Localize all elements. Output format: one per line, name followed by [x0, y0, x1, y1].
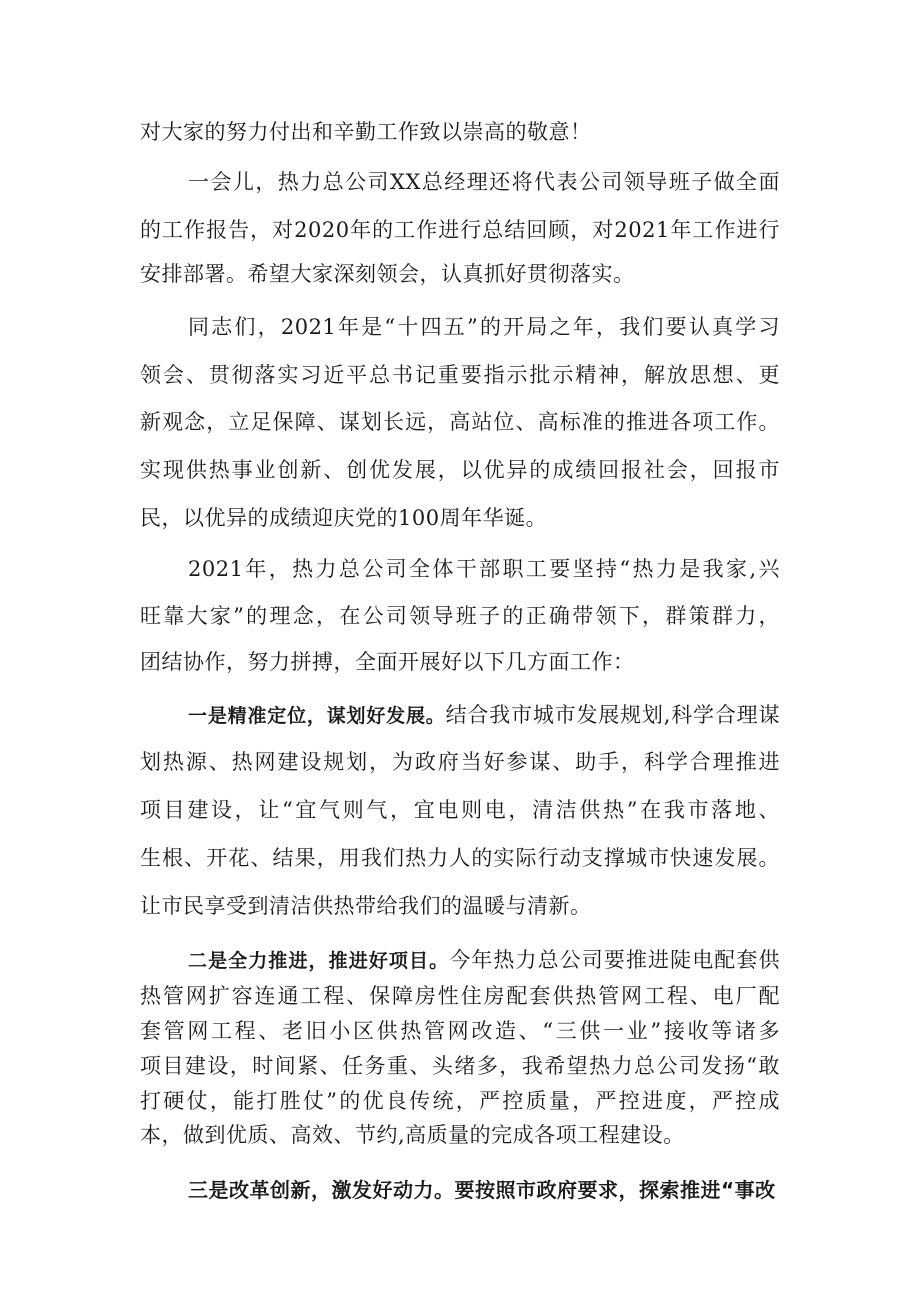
paragraph-line: 领会、贯彻落实习近平总书记重要指示批示精神，解放思想、更	[140, 363, 780, 387]
paragraph-line: 让市民享受到清洁供热带给我们的温暖与清新。	[140, 894, 592, 918]
section-heading: 三是改革创新，激发好动力。要按照市政府要求，探索推进“事改	[188, 1178, 776, 1202]
paragraph-line: 旺靠大家”的理念，在公司领导班子的正确带领下，群策群力，	[140, 604, 780, 628]
section-heading: 一是精准定位，谋划好发展。	[188, 705, 446, 727]
paragraph-line: 项目建设，让“宜气则气，宜电则电，清洁供热”在我市落地、	[140, 798, 780, 822]
paragraph-text: 今年热力总公司要推进陡电配套供	[449, 948, 780, 972]
paragraph-line: 一会儿，热力总公司XX总经理还将代表公司领导班子做全面	[188, 170, 780, 194]
paragraph-first-line	[188, 701, 780, 730]
section-heading: 二是全力推进，推进好项目。	[188, 950, 450, 972]
paragraph-line: 实现供热事业创新、创优发展，以优异的成绩回报社会，回报市	[140, 458, 780, 482]
paragraph-line: 热管网扩容连通工程、保障房性住房配套供热管网工程、电厂配	[140, 984, 780, 1008]
paragraph-text: 结合我市城市发展规划,科学合理谋	[445, 703, 780, 727]
paragraph-line: 项目建设，时间紧、任务重、头绪多，我希望热力总公司发扬“敢	[140, 1054, 780, 1078]
paragraph-line: 2021年，热力总公司全体干部职工要坚持“热力是我家,兴	[188, 557, 780, 581]
paragraph-line: 新观念，立足保障、谋划长远，高站位、高标准的推进各项工作。	[140, 410, 780, 434]
paragraph-line: 的工作报告，对2020年的工作进行总结回顾，对2021年工作进行	[140, 218, 780, 242]
paragraph-line: 本，做到优质、高效、节约,高质量的完成各项工程建设。	[140, 1123, 685, 1147]
paragraph-line: 对大家的努力付出和辛勤工作致以崇高的敬意！	[140, 120, 592, 144]
paragraph-line: 划热源、热网建设规划，为政府当好参谋、助手，科学合理推进	[140, 750, 780, 774]
paragraph-line: 同志们，2021年是“十四五”的开局之年，我们要认真学习	[188, 315, 780, 339]
paragraph-line: 民，以优异的成绩迎庆党的100周年华诞。	[140, 506, 548, 530]
paragraph-line: 团结协作，努力拼搏，全面开展好以下几方面工作：	[140, 650, 635, 674]
paragraph-line: 安排部署。希望大家深刻领会，认真抓好贯彻落实。	[140, 262, 635, 286]
paragraph-first-line	[188, 947, 780, 974]
paragraph-line: 套管网工程、老旧小区供热管网改造、“三供一业”接收等诸多	[140, 1019, 780, 1043]
paragraph-line: 生根、开花、结果，用我们热力人的实际行动支撑城市快速发展。	[140, 846, 780, 870]
paragraph-line: 打硬仗，能打胜仗”的优良传统，严控质量，严控进度，严控成	[140, 1089, 780, 1113]
